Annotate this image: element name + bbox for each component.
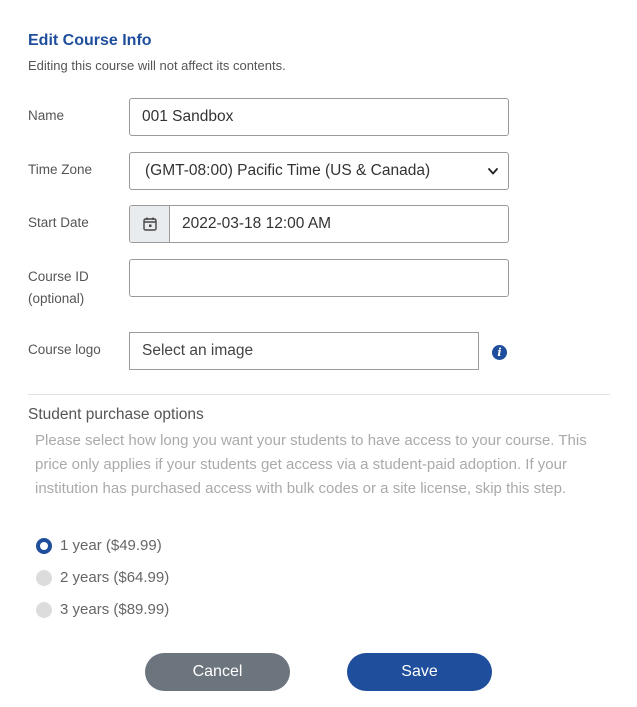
timezone-label: Time Zone	[28, 162, 93, 177]
divider	[28, 394, 610, 395]
dialog-title: Edit Course Info	[28, 32, 152, 49]
purchase-option-label: 3 years ($89.99)	[60, 601, 170, 618]
purchase-option-2-years[interactable]	[36, 569, 169, 586]
course-id-label-line2: (optional)	[28, 291, 85, 306]
purchase-options-title: Student purchase options	[28, 406, 204, 423]
purchase-option-label: 1 year ($49.99)	[60, 537, 162, 554]
radio-checked-icon[interactable]	[36, 538, 52, 554]
course-id-input[interactable]	[129, 259, 509, 297]
purchase-option-3-years[interactable]	[36, 601, 169, 618]
name-input[interactable]: 001 Sandbox	[129, 98, 509, 136]
timezone-value: (GMT-08:00) Pacific Time (US & Canada)	[145, 162, 431, 179]
chevron-down-icon	[486, 164, 500, 178]
course-logo-picker[interactable]: Select an image	[129, 332, 479, 370]
course-id-label-line1: Course ID	[28, 269, 89, 284]
start-date-input[interactable]: 2022-03-18 12:00 AM	[182, 215, 332, 232]
purchase-option-label: 2 years ($64.99)	[60, 569, 170, 586]
course-logo-label: Course logo	[28, 342, 101, 357]
start-date-label: Start Date	[28, 215, 89, 230]
info-icon[interactable]: i	[492, 345, 507, 360]
radio-unchecked-icon[interactable]	[36, 602, 52, 618]
dialog-subtitle: Editing this course will not affect its contents.	[28, 58, 286, 73]
name-label: Name	[28, 108, 65, 123]
start-date-field	[129, 205, 509, 243]
radio-unchecked-icon[interactable]	[36, 570, 52, 586]
cancel-button[interactable]: Cancel	[145, 653, 290, 691]
purchase-options-description: Please select how long you want your students to have access to your course. This price only applies if your students get access via a student-paid adoption. If your institution has purchased access with bulk codes or a site license, skip this step.	[35, 432, 587, 497]
calendar-icon[interactable]	[130, 206, 170, 242]
save-button[interactable]: Save	[347, 653, 492, 691]
purchase-option-1-year[interactable]	[36, 537, 162, 554]
timezone-select[interactable]	[129, 152, 509, 190]
course-id-label	[28, 266, 89, 310]
